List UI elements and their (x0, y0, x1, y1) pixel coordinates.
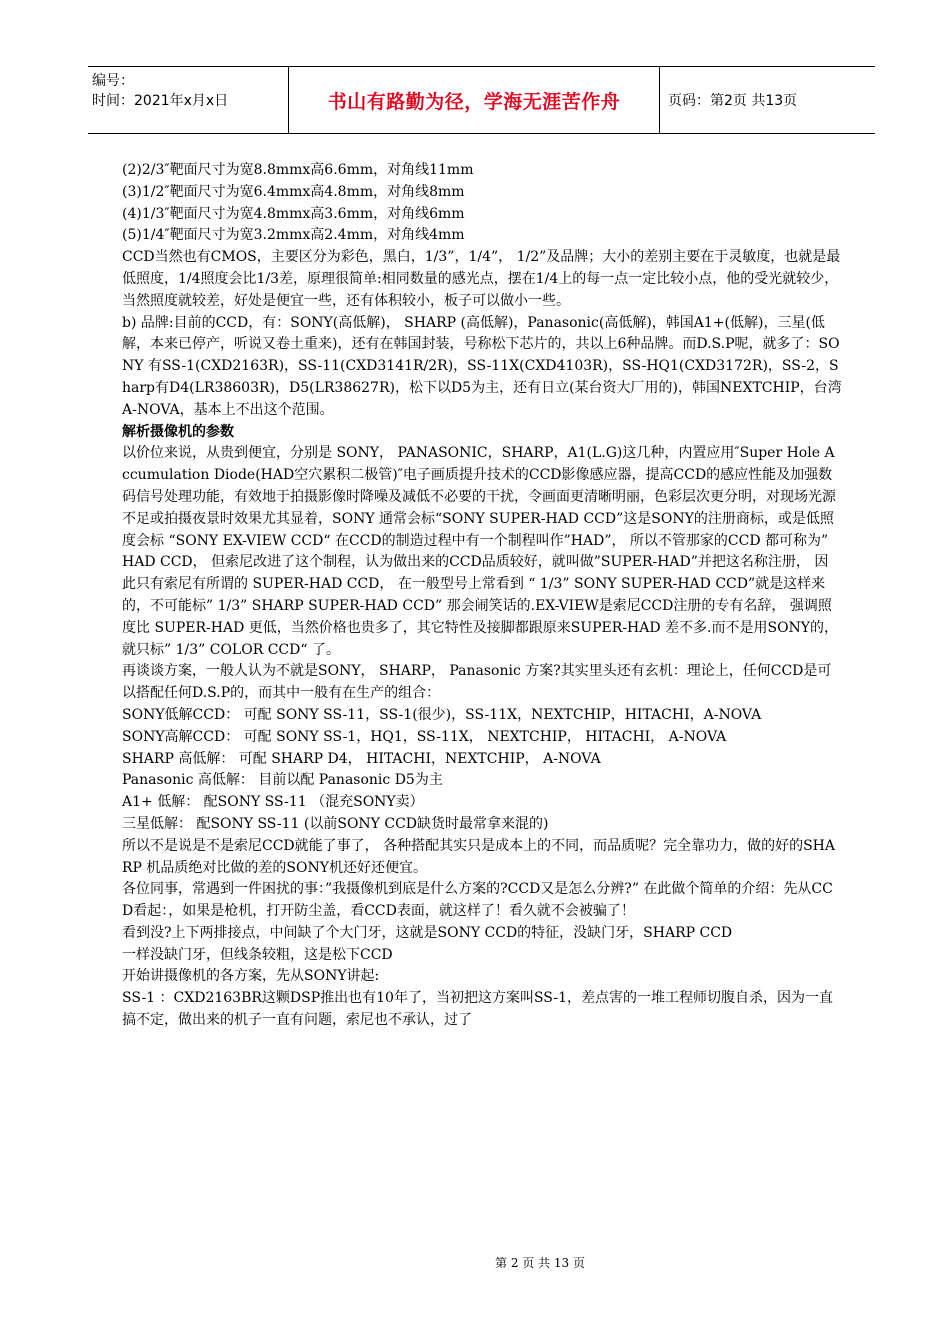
paragraph: 以价位来说，从贵到便宜，分别是 SONY， PANASONIC，SHARP，A1(L.G)这几种，内置应用″Super Hole Accumulation Diode(HAD空穴累积二极管)″电子画质提升技术的CCD影像感应器，提高CCD的感应性能及加强数码信号处理功能，有效地于拍摄影像时降噪及减低不必要的干扰，令画面更清晰明丽，色彩层次更分明，对现场光源不足或拍摄夜景时效果尤其显着，SONY 通常会标“SONY SUPER-HAD CCD”这是SONY的注册商标，或是低照度会标 “SONY EX-VIEW CCD“ 在CCD的制造过程中有一个制程叫作”HAD”， 所以不管那家的CCD 都可称为” HAD CCD， 但索尼改进了这个制程，认为做出来的CCD品质较好，就叫做”SUPER-HAD”并把这名称注册， 因此只有索尼有所谓的 SUPER-HAD CCD， 在一般型号上常看到 “ 1/3” SONY SUPER-HAD CCD”就是这样来的，不可能标” 1/3” SHARP SUPER-HAD CCD” 那会闹笑话的.EX-VIEW是索尼CCD注册的专有名辞， 强调照度比 SUPER-HAD 更低，当然价格也贵多了，其它特性及接脚都跟原来SUPER-HAD 差不多.而不是用SONY的，就只标” 1/3” COLOR CCD“ 了。 (122, 445, 839, 658)
header-meta (92, 71, 288, 111)
section-heading: 解析摄像机的参数 (122, 423, 234, 440)
paragraph: 三星低解： 配SONY SS-11 (以前SONY CCD缺货时最常拿来混的) (122, 815, 549, 832)
document-number-label: 编号： (92, 73, 134, 89)
document-body (122, 160, 842, 1032)
paragraph: CCD当然也有CMOS，主要区分为彩色，黑白，1/3”，1/4”， 1/2”及品牌；大小的差别主要在于灵敏度，也就是最低照度，1/4照度会比1/3差，原理很简单:相同数量的感光点，摆在1/4上的每一点一定比较小点，他的受光就较少，当然照度就较差，好处是便宜一些，还有体积较小，板子可以做小一些。 (122, 249, 841, 309)
paragraph: 看到没?上下两排接点，中间缺了个大门牙，这就是SONY CCD的特征，没缺门牙，SHARP CCD (122, 924, 733, 941)
paragraph: A1+ 低解： 配SONY SS-11 （混充SONY卖） (122, 794, 424, 811)
header-page-label: 页码：第2页 共13页 (668, 93, 798, 109)
paragraph: 开始讲摄像机的各方案，先从SONY讲起: (122, 968, 380, 985)
paragraph: Panasonic 高低解： 目前以配 Panasonic D5为主 (122, 772, 443, 789)
page-footer: 第 2 页 共 13 页 (495, 1256, 585, 1270)
paragraph: 各位同事，常遇到一件困扰的事：”我摄像机到底是什么方案的?CCD又是怎么分辨?” 在此做个简单的介绍：先从CCD看起：，如果是枪机，打开防尘盖，看CCD表面，就这样了！看久就不会被骗了！ (122, 881, 833, 920)
paragraph: SONY低解CCD： 可配 SONY SS-11，SS-1(很少)，SS-11X，NEXTCHIP，HITACHI，A-NOVA (122, 706, 762, 723)
document-time-label: 时间：2021年x月x日 (92, 93, 229, 109)
paragraph: 一样没缺门牙，但线条较粗，这是松下CCD (122, 946, 393, 963)
paragraph: (5)1/4″靶面尺寸为宽3.2mmx高2.4mm，对角线4mm (122, 227, 465, 244)
paragraph: SHARP 高低解： 可配 SHARP D4， HITACHI，NEXTCHIP， A-NOVA (122, 750, 601, 767)
header-motto: 书山有路勤为径，学海无涯苦作舟 (288, 67, 660, 133)
paragraph: SONY高解CCD： 可配 SONY SS-1，HQ1，SS-11X， NEXTCHIP， HITACHI， A-NOVA (122, 728, 727, 745)
paragraph: (2)2/3″靶面尺寸为宽8.8mmx高6.6mm，对角线11mm (122, 162, 474, 178)
paragraph: SS-1 ：CXD2163BR这颗DSP推出也有10年了，当初把这方案叫SS-1，差点害的一堆工程师切腹自杀，因为一直搞不定，做出来的机子一直有问题，索尼也不承认，过了 (122, 990, 834, 1029)
paragraph: 所以不是说是不是索尼CCD就能了事了， 各种搭配其实只是成本上的不同，而品质呢？完全靠功力，做的好的SHARP 机品质绝对比做的差的SONY机还好还便宜。 (122, 837, 836, 876)
paragraph: 再谈谈方案，一般人认为不就是SONY， SHARP， Panasonic 方案?其实里头还有玄机：理论上，任何CCD是可以搭配任何D.S.P的，而其中一般有在生产的组合： (122, 663, 832, 702)
paragraph: (4)1/3″靶面尺寸为宽4.8mmx高3.6mm，对角线6mm (122, 205, 465, 222)
page-header (88, 66, 875, 134)
paragraph: (3)1/2″靶面尺寸为宽6.4mmx高4.8mm，对角线8mm (122, 183, 465, 200)
paragraph: b) 品牌:目前的CCD，有：SONY(高低解)， SHARP (高低解)，Panasonic(高低解)，韩国A1+(低解)，三星(低解，本来已停产，听说又卷土重来)，还有在韩国封装，号称松下芯片的，共以上6种品牌。而D.S.P呢，就多了：SONY 有SS-1(CXD2163R)，SS-11(CXD3141R/2R)，SS-11X(CXD4103R)，SS-HQ1(CXD3172R)，SS-2，Sharp有D4(LR38603R)，D5(LR38627R)，松下以D5为主，还有日立(某台资大厂用的)，韩国NEXTCHIP，台湾A-NOVA，基本上不出这个范围。 (122, 314, 842, 418)
